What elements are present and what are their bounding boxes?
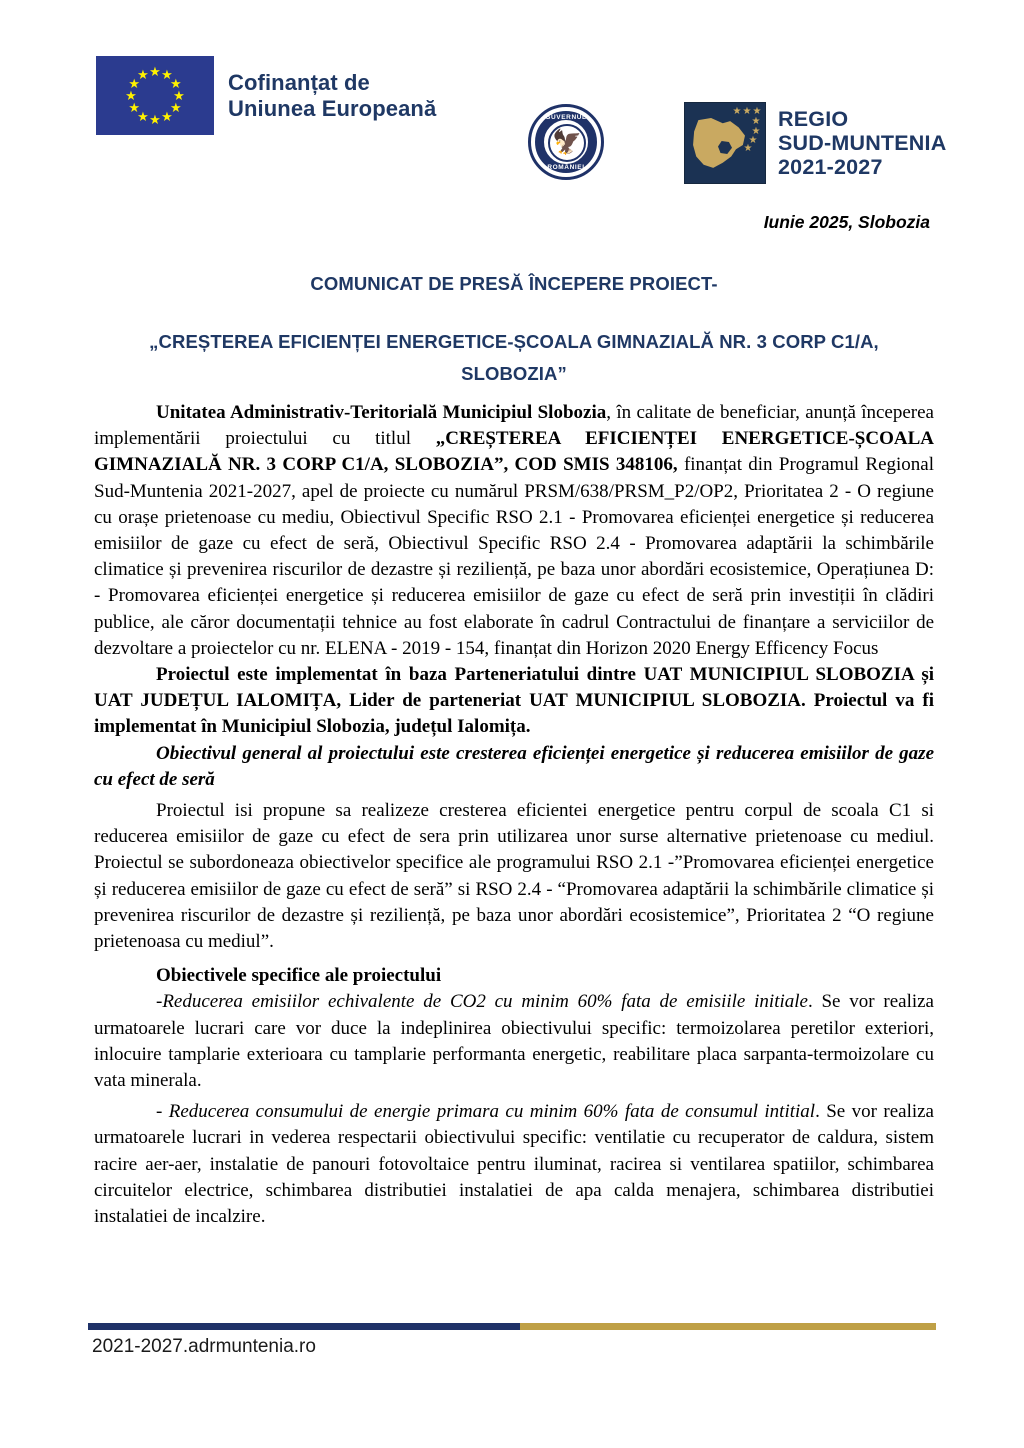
paragraph-intro [94, 400, 934, 662]
eu-logo-line2: Uniunea Europeană [228, 95, 437, 121]
regio-star-icon: ★ [742, 106, 752, 117]
regio-logo-line3: 2021-2027 [778, 155, 883, 179]
eu-flag-icon [96, 56, 214, 135]
eu-logo-line1: Cofinanțat de [228, 69, 370, 95]
regio-star-icon: ★ [752, 106, 762, 117]
document-body [94, 400, 934, 1230]
seal-inner-disc [548, 124, 586, 162]
muntenia-map-shape [692, 118, 745, 170]
objective-co2-italic: -Reducerea emisiilor echivalente de CO2 cu minim 60% fata de emisiile initiale [156, 991, 808, 1013]
heading-specific-objectives: Obiectivele specifice ale proiectului [156, 965, 442, 987]
seal-word-top: GUVERNUL [545, 113, 587, 121]
eu-star-icon: ★ [161, 108, 173, 124]
objective-energy-rest: . Se vor realiza urmatoarele lucrari in vederea respectarii obiectivului specific: ventilatie cu recuperator de caldura, sistem racire aer-aer, instalatie de panouri fotovoltaice pentru iluminat, racirea si ventilarea spatiilor, schimbarea circuitelor electrice, schimbarea distributiei instalatiei de apa calda menajera, schimbarea distributiei instalatiei de incalzire. [94, 1101, 934, 1228]
eu-star-icon: ★ [149, 64, 161, 79]
regio-star-icon: ★ [732, 106, 742, 117]
footer-url: 2021-2027.adrmuntenia.ro [92, 1336, 316, 1357]
regio-star-icon: ★ [743, 143, 753, 154]
eu-star-icon: ★ [173, 88, 185, 103]
page-title-secondary: „CREȘTEREA EFICIENȚEI ENERGETICE-ȘCOALA GIMNAZIALĂ NR. 3 CORP C1/A, SLOBOZIA” [149, 331, 879, 384]
regio-star-icon: ★ [751, 116, 761, 127]
regio-logo-text [778, 107, 946, 179]
title-block [96, 272, 932, 390]
eu-cofunding-logo [96, 56, 436, 135]
objective-co2-rest: . Se vor realiza urmatoarele lucrari care vor duce la indeplinirea obiectivului specific: termoizolarea peretilor exteriori, inlocuire tamplarie exterioara cu tamplarie performanta energetic, reabilitare placa sarpanta-termoizolare cu vata minerala. [94, 991, 934, 1092]
eagle-icon: 🦅 [552, 130, 582, 156]
footer-divider-gold [520, 1323, 936, 1330]
footer-divider [88, 1323, 936, 1330]
seal-word-bottom: ROMÂNIEI [547, 163, 585, 171]
eu-star-icon: ★ [169, 76, 182, 91]
paragraph-general-objective: Obiectivul general al proiectului este cresterea eficienței energetice și reducerea emisiilor de gaze cu efect de seră [94, 742, 934, 790]
eu-star-icon: ★ [137, 108, 149, 124]
intro-text-1: , în calitate de beneficiar, anunță începerea implementării proiectului cu titlul [94, 402, 934, 450]
paragraph-project-description: Proiectul isi propune sa realizeze cresterea eficientei energetice pentru corpul de scoala C1 si reducerea emisiilor de gaze cu efect de sera prin utilizarea unor surse alternative prietenoase cu mediul. Proiectul se subordoneaza obiectivelor specifice ale programului RSO 2.1 -”Promovarea eficienței energetice și reducerea emisiilor de gaze cu efect de seră” si RSO 2.4 - “Promovarea adaptării la schimbările climatice și prevenirea riscurilor de dezastre și reziliență, pe baza unor abordări ecosistemice”, Prioritatea 2 “O regiune prietenoasa cu mediul”. [94, 800, 934, 953]
intro-project-title-bold: „CREȘTEREA EFICIENȚEI ENERGETICE-ȘCOALA GIMNAZIALĂ NR. 3 CORP C1/A, SLOBOZIA”, COD SMIS 348106, [94, 428, 934, 476]
paragraph-partnership: Proiectul este implementat în baza Parteneriatului dintre UAT MUNICIPIUL SLOBOZIA și UAT JUDEȚUL IALOMIȚA, Lider de parteneriat UAT MUNICIPIUL SLOBOZIA. Proiectul va fi implementat în Municipiul Slobozia, județul Ialomița. [94, 664, 934, 738]
eu-star-icon: ★ [128, 76, 141, 91]
objective-energy-italic: - Reducerea consumului de energie primara cu minim 60% fata de consumul intitial [156, 1101, 816, 1123]
dateline: Iunie 2025, Slobozia [763, 212, 930, 232]
regio-star-icon: ★ [748, 135, 758, 146]
regio-star-icon: ★ [751, 126, 761, 137]
eu-star-icon: ★ [149, 112, 161, 127]
eu-star-icon: ★ [161, 67, 173, 83]
romania-government-seal-icon [528, 104, 604, 180]
page-title-primary: COMUNICAT DE PRESĂ ÎNCEPERE PROIECT- [310, 273, 718, 294]
eu-star-icon: ★ [169, 100, 182, 115]
logo-bar [0, 48, 1024, 179]
eu-star-icon: ★ [137, 67, 149, 83]
romania-government-logo [528, 104, 604, 180]
eu-star-icon: ★ [125, 88, 137, 103]
regio-sud-muntenia-map-icon [684, 102, 766, 184]
eu-star-icon: ★ [128, 100, 141, 115]
footer-divider-navy [88, 1323, 520, 1330]
paragraph-objective-energy [94, 1099, 934, 1230]
eu-logo-text [228, 70, 436, 122]
regio-logo-line1: REGIO [778, 107, 849, 131]
regio-sud-muntenia-logo [684, 102, 946, 184]
paragraph-objective-co2 [94, 989, 934, 1094]
intro-text-2: finanțat din Programul Regional Sud-Muntenia 2021-2027, apel de proiecte cu numărul PRSM/638/PRSM_P2/OP2, Prioritatea 2 - O regiune cu orașe prietenoase cu mediu, Obiectivul Specific RSO 2.1 - Promovarea eficienței energetice și reducerea emisiilor de gaze cu efect de seră, Obiectivul Specific RSO 2.4 - Promovarea adaptării la schimbările climatice și prevenirea riscurilor de dezastre și reziliență, pe baza unor abordări ecosistemice, Operațiunea D: - Promovarea eficienței energetice și reducerea emisiilor de gaze cu efect de seră prin investiții în clădiri publice, ale căror documentații tehnice au fost elaborate în cadrul Contractului de finanțare a serviciilor de dezvoltare a proiectelor cu nr. ELENA - 2019 - 154, finanțat din Horizon 2020 Energy Efficency Focus [94, 454, 934, 659]
intro-lead-bold: Unitatea Administrativ-Teritorială Municipiul Slobozia [156, 402, 607, 423]
regio-logo-line2: SUD-MUNTENIA [778, 131, 947, 155]
